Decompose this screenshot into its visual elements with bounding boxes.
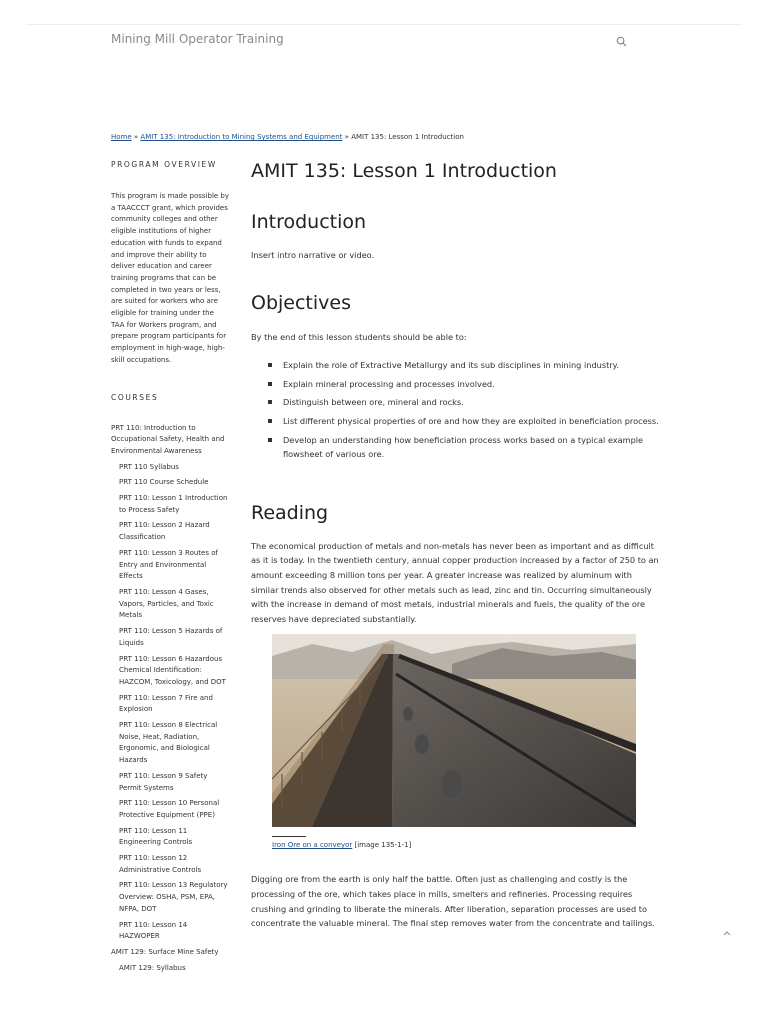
reading-paragraph: Digging ore from the earth is only half the battle. Often just as challenging and costly is the processing of the ore, which takes place in mills, smelters and refineries. Processing requires crushing and grinding to liberate the minerals. After liberation, separation processes are used to concentrate the valuable mineral. The final step removes water from the concentrate and tailings.: [251, 874, 655, 929]
program-overview-heading: PROGRAM OVERVIEW: [111, 160, 217, 169]
objectives-lead: By the end of this lesson students should be able to:: [251, 331, 467, 342]
course-sublink[interactable]: PRT 110: Lesson 2 Hazard Classification: [119, 521, 210, 542]
course-sublink[interactable]: PRT 110: Lesson 10 Personal Protective Equipment (PPE): [119, 799, 220, 819]
breadcrumb-current: AMIT 135: Lesson 1 Introduction: [351, 133, 464, 141]
objectives-list: [251, 358, 661, 462]
breadcrumb: [111, 133, 464, 141]
program-overview-text: This program is made possible by a TAACCCT grant, which provides community colleges and other eligible institutions of higher education with funds to expand and improve their ability to deliver education and career training programs that can be completed in two years or less, are suited for workers who are eligible for training under the TAA for Workers program, and prepare program participants for employment in high-wage, high-skill occupations.: [111, 192, 230, 364]
course-sublink[interactable]: PRT 110: Lesson 9 Safety Permit Systems: [119, 771, 208, 792]
course-link[interactable]: AMIT 129: Surface Mine Safety: [111, 947, 219, 956]
course-sublink[interactable]: PRT 110: Lesson 11 Engineering Controls: [119, 826, 193, 847]
reading-paragraph: The economical production of metals and non-metals has never been as important and as difficult as it is today. In the twentieth century, annual copper production increased by a factor of 250 to an amount exceeding 8 million tons per year. A greater increase was realized by aluminum with similar trends also observed for other metals such as lead, zinc and tin. Occurring simultaneously with the increase in demand of most metals, industrial minerals and fuels, the quality of the ore reserves have depreciated substantially.: [251, 540, 659, 624]
course-sublink[interactable]: PRT 110: Lesson 12 Administrative Controls: [119, 854, 202, 874]
course-sublink[interactable]: PRT 110: Lesson 5 Hazards of Liquids: [119, 627, 223, 647]
course-sublink[interactable]: AMIT 129: Syllabus: [119, 963, 186, 972]
sidebar: [111, 160, 229, 974]
chevron-up-icon[interactable]: [722, 928, 732, 938]
course-sublink[interactable]: PRT 110: Lesson 14 HAZWOPER: [119, 920, 188, 941]
course-sublink[interactable]: PRT 110 Course Schedule: [119, 478, 209, 487]
course-sublink[interactable]: PRT 110: Lesson 7 Fire and Explosion: [119, 693, 213, 714]
header-divider: [26, 24, 742, 25]
introduction-heading: Introduction: [251, 211, 367, 233]
site-title[interactable]: Mining Mill Operator Training: [111, 32, 284, 46]
objective-item: Explain mineral processing and processes involved.: [283, 377, 661, 392]
figure-rule: [272, 836, 306, 837]
objectives-heading: Objectives: [251, 291, 351, 314]
introduction-text: Insert intro narrative or video.: [251, 250, 375, 260]
course-link[interactable]: PRT 110: Introduction to Occupational Safety, Health and Environmental Awareness: [111, 423, 225, 455]
figure: [272, 634, 636, 849]
breadcrumb-separator: »: [131, 133, 141, 141]
page-title: AMIT 135: Lesson 1 Introduction: [251, 160, 557, 182]
course-sublink[interactable]: PRT 110: Lesson 8 Electrical Noise, Heat, Radiation, Ergonomic, and Biological Hazards: [119, 721, 218, 765]
breadcrumb-home[interactable]: Home: [111, 133, 132, 141]
objective-item: Develop an understanding how beneficiation process works based on a typical example flowsheet of various ore.: [283, 433, 661, 462]
course-list: [111, 423, 229, 975]
figure-caption: [272, 841, 636, 849]
conveyor-photo[interactable]: [272, 634, 636, 827]
course-sublink[interactable]: PRT 110: Lesson 4 Gases, Vapors, Particles, and Toxic Metals: [119, 587, 214, 620]
main-content: [251, 160, 661, 931]
breadcrumb-parent[interactable]: AMIT 135: Introduction to Mining Systems and Equipment: [140, 133, 343, 141]
objective-item: Explain the role of Extractive Metallurgy and its sub disciplines in mining industry.: [283, 358, 661, 373]
reading-heading: Reading: [251, 501, 329, 524]
objective-item: Distinguish between ore, mineral and rocks.: [283, 395, 661, 410]
courses-heading: COURSES: [111, 392, 159, 402]
figure-caption-link[interactable]: Iron Ore on a conveyor: [272, 841, 353, 850]
breadcrumb-separator: »: [342, 133, 352, 141]
objective-item: List different physical properties of ore and how they are exploited in beneficiation process.: [283, 414, 661, 429]
course-sublink[interactable]: PRT 110: Lesson 3 Routes of Entry and Environmental Effects: [119, 548, 218, 581]
search-icon[interactable]: [616, 36, 627, 47]
course-sublink[interactable]: PRT 110: Lesson 1 Introduction to Process Safety: [119, 494, 228, 514]
course-sublink[interactable]: PRT 110: Lesson 6 Hazardous Chemical Identification: HAZCOM, Toxicology, and DOT: [119, 654, 226, 686]
figure-caption-text: [image 135-1-1]: [352, 841, 412, 850]
course-sublink[interactable]: PRT 110: Lesson 13 Regulatory Overview: OSHA, PSM, EPA, NFPA, DOT: [119, 881, 228, 913]
course-sublink[interactable]: PRT 110 Syllabus: [119, 462, 179, 471]
